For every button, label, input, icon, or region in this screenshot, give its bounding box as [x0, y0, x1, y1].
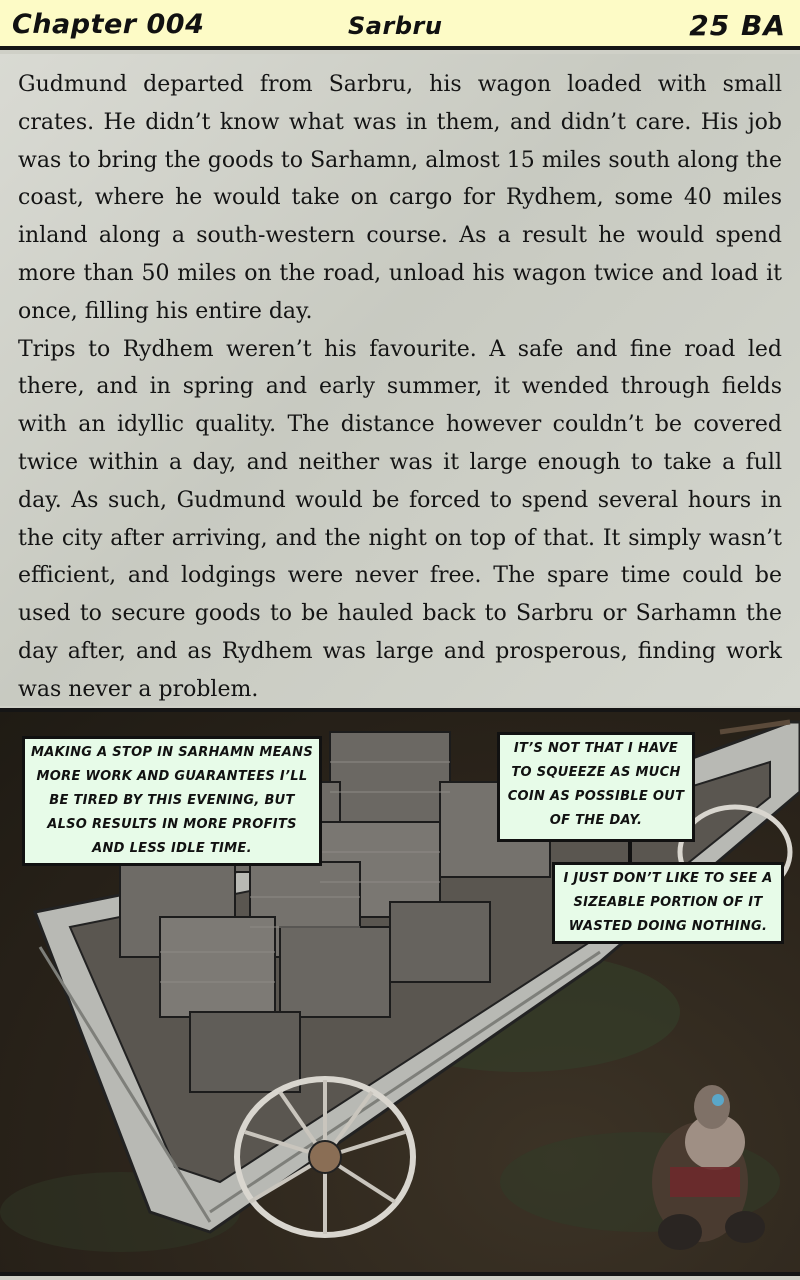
- narration-panel: [0, 54, 800, 706]
- chapter-header: [0, 0, 800, 50]
- chapter-number: Chapter 004: [12, 9, 205, 40]
- bubble-connector: [628, 840, 632, 864]
- narration-paragraph-2: Trips to Rydhem weren’t his favourite. A safe and fine road led there, and in spring and early summer, it wended through fields with an idyllic quality. The distance however couldn’t be covered twice within a day, and neither was it large enough to take a full day. As such, Gudmund would be forced to spend several hours in the city after arriving, and the night on top of that. It simply wasn’t efficient, and lodgings were never free. The spare time could be used to secure goods to be hauled back to Sarbru or Sarhamn the day after, and as Rydhem was large and prosperous, finding work was never a problem.: [18, 336, 782, 702]
- narration-paragraph-1: Gudmund departed from Sarbru, his wagon loaded with small crates. He didn’t know what was in them, and didn’t care. His job was to bring the goods to Sarhamn, almost 15 miles south along the coast, where he would take on cargo for Rydhem, some 40 miles inland along a south-western course. As a result he would spend more than 50 miles on the road, unload his wagon twice and load it once, filling his entire day.: [18, 72, 782, 324]
- speech-bubble-1: MAKING A STOP IN SARHAMN MEANS MORE WORK AND GUARANTEES I’LL BE TIRED BY THIS EVENING, BUT ALSO RESULTS IN MORE PROFITS AND LESS IDLE TIME.: [22, 736, 322, 866]
- speech-bubble-2: IT’S NOT THAT I HAVE TO SQUEEZE AS MUCH COIN AS POSSIBLE OUT OF THE DAY.: [497, 732, 695, 842]
- comic-panel: [0, 708, 800, 1276]
- era-label: 25 BA: [689, 9, 786, 42]
- speech-bubble-3: I JUST DON’T LIKE TO SEE A SIZEABLE PORTION OF IT WASTED DOING NOTHING.: [552, 862, 784, 944]
- location-title: Sarbru: [348, 12, 443, 40]
